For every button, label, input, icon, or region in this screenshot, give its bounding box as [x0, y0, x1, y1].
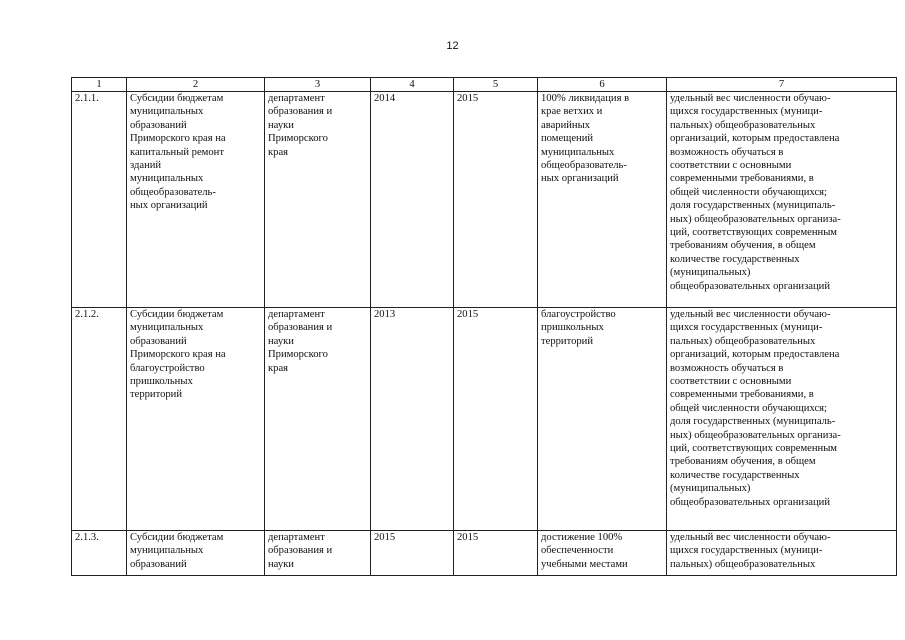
- column-header-6: 6: [538, 78, 667, 92]
- table-row: [72, 92, 897, 308]
- start-year: 2015: [371, 531, 454, 576]
- start-year: 2014: [371, 92, 454, 308]
- responsible-executor: департамент образования и науки Приморского края: [265, 92, 371, 308]
- table-row: [72, 531, 897, 576]
- end-year: 2015: [454, 308, 538, 531]
- program-measures-table: [71, 77, 897, 576]
- measure-name: Субсидии бюджетам муниципальных образований Приморского края на благоустройство пришкольных территорий: [127, 308, 265, 531]
- target-indicator: удельный вес численности обучаю- щихся государственных (муници- пальных) общеобразовательных организаций, которым предоставлена возможность обучаться в соответствии с основными современными требованиями, в общей численности обучающихся; доля государственных (муниципаль- ных) общеобразовательных организа- ций, соответствующих современным требованиям обучения, в общем количестве государственных (муниципальных) общеобразовательных организаций: [667, 92, 897, 308]
- end-year: 2015: [454, 92, 538, 308]
- measure-name: Субсидии бюджетам муниципальных образований: [127, 531, 265, 576]
- column-header-3: 3: [265, 78, 371, 92]
- column-header-1: 1: [72, 78, 127, 92]
- responsible-executor: департамент образования и науки: [265, 531, 371, 576]
- measure-number: 2.1.2.: [72, 308, 127, 531]
- target-indicator: удельный вес численности обучаю- щихся государственных (муници- пальных) общеобразовательных: [667, 531, 897, 576]
- measure-number: 2.1.1.: [72, 92, 127, 308]
- responsible-executor: департамент образования и науки Приморского края: [265, 308, 371, 531]
- column-header-2: 2: [127, 78, 265, 92]
- table-row: [72, 308, 897, 531]
- column-header-4: 4: [371, 78, 454, 92]
- measure-number: 2.1.3.: [72, 531, 127, 576]
- column-header-5: 5: [454, 78, 538, 92]
- page-number: 12: [446, 40, 459, 52]
- target-indicator: удельный вес численности обучаю- щихся государственных (муници- пальных) общеобразовательных организаций, которым предоставлена возможность обучаться в соответствии с основными современными требованиями, в общей численности обучающихся; доля государственных (муниципаль- ных) общеобразовательных организа- ций, соответствующих современным требованиям обучения, в общем количестве государственных (муниципальных) общеобразовательных организаций: [667, 308, 897, 531]
- expected-result: благоустройство пришкольных территорий: [538, 308, 667, 531]
- table-header-row: [72, 78, 897, 92]
- measure-name: Субсидии бюджетам муниципальных образований Приморского края на капитальный ремонт зданий муниципальных общеобразователь- ных организаций: [127, 92, 265, 308]
- start-year: 2013: [371, 308, 454, 531]
- column-header-7: 7: [667, 78, 897, 92]
- end-year: 2015: [454, 531, 538, 576]
- expected-result: достижение 100% обеспеченности учебными местами: [538, 531, 667, 576]
- expected-result: 100% ликвидация в крае ветхих и аварийных помещений муниципальных общеобразователь- ных организаций: [538, 92, 667, 308]
